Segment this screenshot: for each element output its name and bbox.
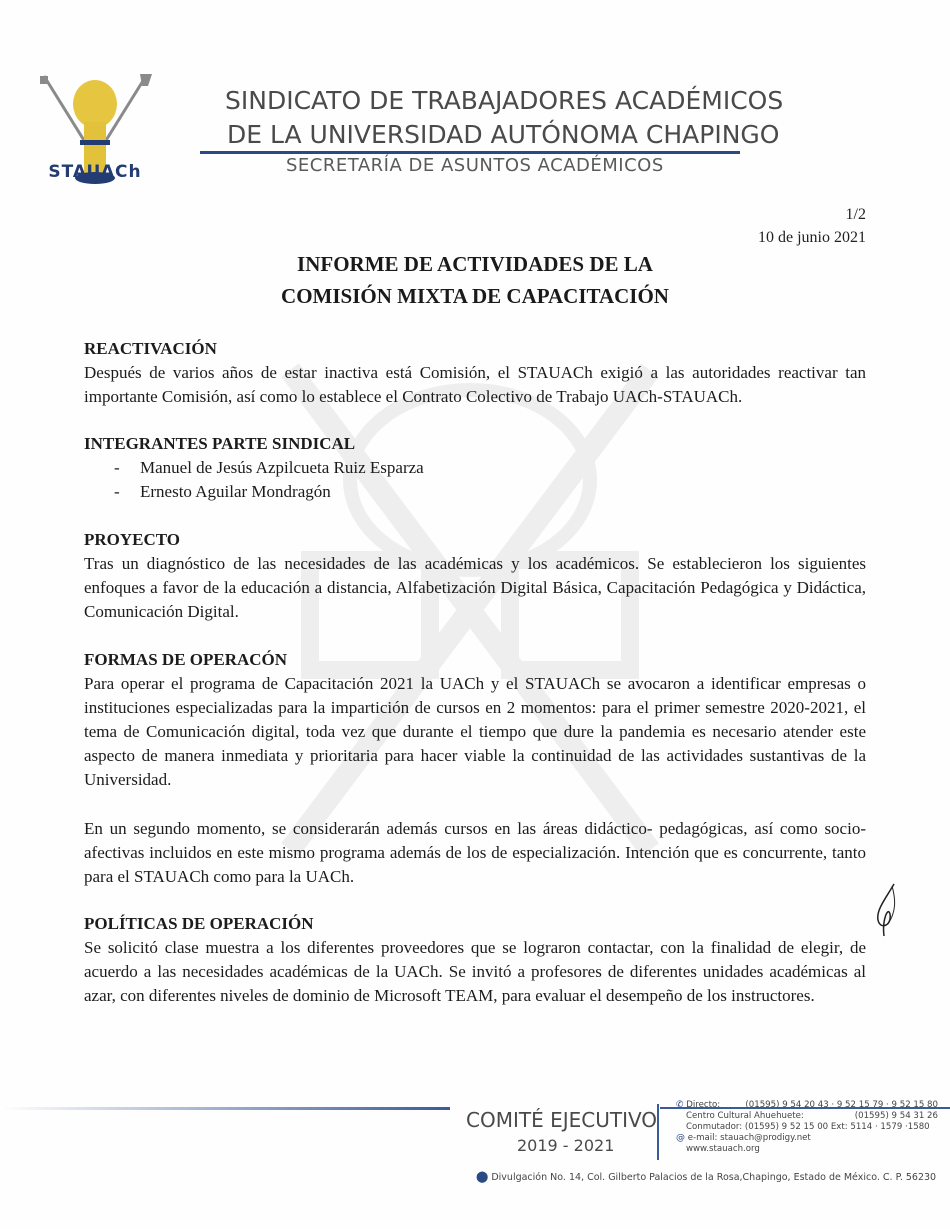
section-integrantes (84, 432, 866, 504)
section-heading: POLÍTICAS DE OPERACIÓN (84, 914, 314, 933)
page-number: 1/2 (845, 206, 866, 223)
footer-divider-left (0, 1107, 450, 1110)
document-title-line1: INFORME DE ACTIVIDADES DE LA (297, 252, 653, 276)
header-union-name: SINDICATO DE TRABAJADORES ACADÉMICOS (225, 86, 784, 115)
section-paragraph: Para operar el programa de Capacitación 2021 la UACh y el STAUACh se avocaron a identificar empresas o instituciones especializadas para la impartición de cursos en 2 momentos: para el primer semestre 2020-2021, el tema de Comunicación digital, toda vez que durante el tiempo que dure la pandemia es necesario atender este aspecto de manera inmediata y prioritaria para hacer viable la continuidad de las actividades sustantivas de la Universidad. (84, 674, 866, 789)
document-date: 10 de junio 2021 (758, 229, 866, 246)
contact-value: (01595) 9 54 20 43 · 9 52 15 79 · 9 52 15 80 (745, 1100, 938, 1110)
contact-row-centro (676, 1111, 938, 1122)
document-title-line2: COMISIÓN MIXTA DE CAPACITACIÓN (281, 284, 669, 308)
section-heading: PROYECTO (84, 530, 181, 549)
contact-label: Centro Cultural Ahuehuete: (686, 1111, 804, 1121)
member-name: Ernesto Aguilar Mondragón (140, 482, 331, 501)
section-paragraph: Se solicitó clase muestra a los diferentes proveedores que se lograron contactar, con la finalidad de elegir, de acuerdo a las necesidades académicas de la UACh. Se invitó a profesores de diferentes unidades académicas al azar, con diferentes niveles de dominio de Microsoft TEAM, para evaluar el desempeño de los instructores. (84, 938, 866, 1005)
header-divider (200, 151, 740, 154)
contact-label: Directo: (686, 1100, 721, 1110)
member-list (84, 456, 866, 504)
contact-row-web (676, 1144, 938, 1155)
header-secretariat: SECRETARÍA DE ASUNTOS ACADÉMICOS (286, 155, 664, 176)
footer-years: 2019 - 2021 (517, 1136, 615, 1155)
email-icon: @ (676, 1133, 685, 1143)
stauach-logo (30, 70, 160, 190)
section-proyecto (84, 528, 866, 624)
member-name: Manuel de Jesús Azpilcueta Ruiz Esparza (140, 458, 424, 477)
section-paragraph: Tras un diagnóstico de las necesidades de las académicas y los académicos. Se establecieron los siguientes enfoques a favor de la educación a distancia, Alfabetización Digital Básica, Capacitación Pedagógica y Didáctica, Comunicación Digital. (84, 554, 866, 621)
contact-row-email (676, 1133, 938, 1144)
list-item: - Ernesto Aguilar Mondragón (114, 482, 331, 501)
phone-icon: ✆ (676, 1100, 684, 1110)
logo-text: STAUACh (48, 162, 142, 182)
list-item: - Manuel de Jesús Azpilcueta Ruiz Esparza (114, 458, 424, 477)
section-politicas (84, 912, 866, 1008)
location-pin-icon: ⬤ (476, 1170, 489, 1183)
section-paragraph: Después de varios años de estar inactiva está Comisión, el STAUACh exigió a las autoridades reactivar tan importante Comisión, así como lo establece el Contrato Colectivo de Trabajo UACh-STAUACh. (84, 363, 866, 406)
section-heading: INTEGRANTES PARTE SINDICAL (84, 434, 356, 453)
footer-contact-block (676, 1100, 938, 1155)
contact-row-directo (676, 1100, 938, 1111)
contact-value: (01595) 9 54 31 26 (854, 1111, 938, 1121)
section-heading: FORMAS DE OPERACÓN (84, 650, 288, 669)
address-text: Divulgación No. 14, Col. Gilberto Palacios de la Rosa,Chapingo, Estado de México. C. P. 56230 (491, 1172, 937, 1183)
handwritten-signature (866, 880, 906, 940)
contact-value: Conmutador: (01595) 9 52 15 00 Ext: 5114 · 1579 ·1580 (686, 1122, 930, 1132)
contact-row-conmutador (676, 1122, 938, 1133)
section-formas (84, 648, 866, 792)
section-reactivacion (84, 337, 866, 409)
section-heading: REACTIVACIÓN (84, 339, 217, 358)
header-university-name: DE LA UNIVERSIDAD AUTÓNOMA CHAPINGO (227, 120, 780, 149)
contact-email[interactable]: e-mail: stauach@prodigy.net (687, 1133, 811, 1143)
contact-website[interactable]: www.stauach.org (686, 1144, 760, 1154)
footer-address (476, 1170, 936, 1183)
footer-committee: COMITÉ EJECUTIVO (466, 1108, 658, 1132)
section-paragraph: En un segundo momento, se considerarán además cursos en las áreas didáctico- pedagógicas, así como socio-afectivas incluidos en este mismo programa además de los de especialización. Intención que es concurrente, tanto para el STAUACh como para la UACh. (84, 819, 866, 886)
section-formas-continued (84, 817, 866, 889)
footer-vertical-divider (657, 1104, 659, 1160)
